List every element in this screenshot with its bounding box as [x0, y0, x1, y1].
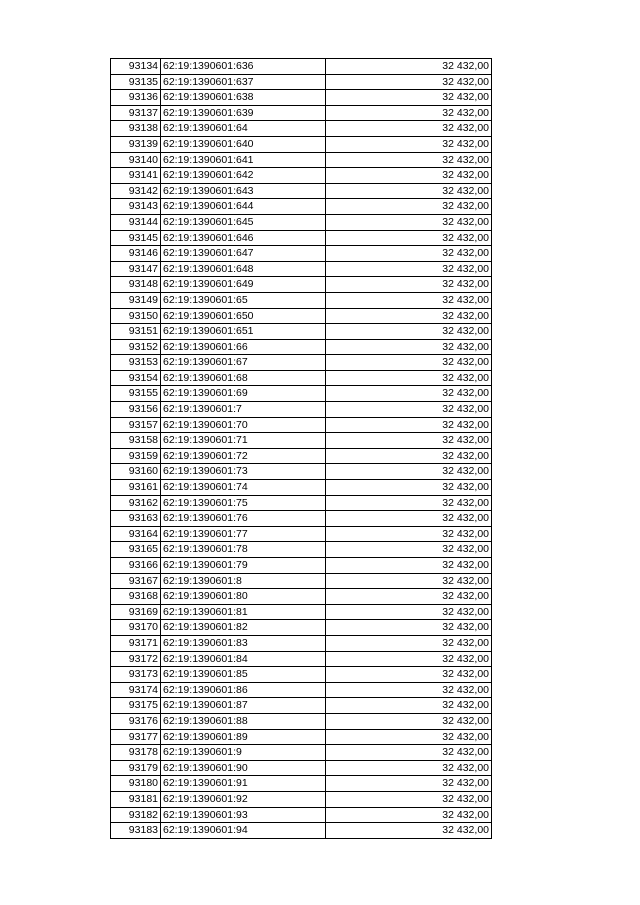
cadastral-number-cell: 62:19:1390601:70 — [161, 417, 326, 433]
value-cell: 32 432,00 — [326, 292, 492, 308]
value-cell: 32 432,00 — [326, 807, 492, 823]
row-number-cell: 93162 — [111, 495, 161, 511]
table-row — [111, 183, 492, 199]
table-row — [111, 261, 492, 277]
value-cell: 32 432,00 — [326, 682, 492, 698]
table-row — [111, 168, 492, 184]
value-cell: 32 432,00 — [326, 713, 492, 729]
row-number-cell: 93142 — [111, 183, 161, 199]
table-row — [111, 511, 492, 527]
value-cell: 32 432,00 — [326, 402, 492, 418]
row-number-cell: 93174 — [111, 682, 161, 698]
cadastral-number-cell: 62:19:1390601:651 — [161, 324, 326, 340]
data-table — [110, 58, 492, 839]
table-row — [111, 620, 492, 636]
table-row — [111, 448, 492, 464]
row-number-cell: 93166 — [111, 558, 161, 574]
table-row — [111, 136, 492, 152]
value-cell: 32 432,00 — [326, 823, 492, 839]
value-cell: 32 432,00 — [326, 791, 492, 807]
cadastral-number-cell: 62:19:1390601:93 — [161, 807, 326, 823]
table-row — [111, 776, 492, 792]
cadastral-number-cell: 62:19:1390601:92 — [161, 791, 326, 807]
cadastral-number-cell: 62:19:1390601:69 — [161, 386, 326, 402]
cadastral-number-cell: 62:19:1390601:84 — [161, 651, 326, 667]
cadastral-number-cell: 62:19:1390601:74 — [161, 480, 326, 496]
value-cell: 32 432,00 — [326, 386, 492, 402]
cadastral-number-cell: 62:19:1390601:89 — [161, 729, 326, 745]
row-number-cell: 93152 — [111, 339, 161, 355]
table-row — [111, 464, 492, 480]
row-number-cell: 93178 — [111, 745, 161, 761]
value-cell: 32 432,00 — [326, 277, 492, 293]
value-cell: 32 432,00 — [326, 214, 492, 230]
row-number-cell: 93160 — [111, 464, 161, 480]
row-number-cell: 93167 — [111, 573, 161, 589]
value-cell: 32 432,00 — [326, 667, 492, 683]
cadastral-number-cell: 62:19:1390601:647 — [161, 246, 326, 262]
row-number-cell: 93138 — [111, 121, 161, 137]
table-row — [111, 604, 492, 620]
value-cell: 32 432,00 — [326, 651, 492, 667]
row-number-cell: 93151 — [111, 324, 161, 340]
cadastral-number-cell: 62:19:1390601:639 — [161, 105, 326, 121]
table-row — [111, 635, 492, 651]
cadastral-number-cell: 62:19:1390601:86 — [161, 682, 326, 698]
row-number-cell: 93172 — [111, 651, 161, 667]
table-row — [111, 713, 492, 729]
row-number-cell: 93149 — [111, 292, 161, 308]
value-cell: 32 432,00 — [326, 308, 492, 324]
value-cell: 32 432,00 — [326, 74, 492, 90]
value-cell: 32 432,00 — [326, 480, 492, 496]
row-number-cell: 93169 — [111, 604, 161, 620]
cadastral-number-cell: 62:19:1390601:85 — [161, 667, 326, 683]
table-row — [111, 542, 492, 558]
cadastral-number-cell: 62:19:1390601:637 — [161, 74, 326, 90]
table-row — [111, 90, 492, 106]
value-cell: 32 432,00 — [326, 698, 492, 714]
value-cell: 32 432,00 — [326, 59, 492, 75]
cadastral-number-cell: 62:19:1390601:65 — [161, 292, 326, 308]
table-row — [111, 355, 492, 371]
cadastral-number-cell: 62:19:1390601:71 — [161, 433, 326, 449]
row-number-cell: 93136 — [111, 90, 161, 106]
row-number-cell: 93175 — [111, 698, 161, 714]
table-row — [111, 59, 492, 75]
table-row — [111, 558, 492, 574]
value-cell: 32 432,00 — [326, 760, 492, 776]
cadastral-number-cell: 62:19:1390601:645 — [161, 214, 326, 230]
table-row — [111, 433, 492, 449]
cadastral-number-cell: 62:19:1390601:8 — [161, 573, 326, 589]
value-cell: 32 432,00 — [326, 261, 492, 277]
table-row — [111, 308, 492, 324]
value-cell: 32 432,00 — [326, 183, 492, 199]
table-row — [111, 526, 492, 542]
row-number-cell: 93135 — [111, 74, 161, 90]
cadastral-number-cell: 62:19:1390601:9 — [161, 745, 326, 761]
table-row — [111, 791, 492, 807]
row-number-cell: 93168 — [111, 589, 161, 605]
table-row — [111, 339, 492, 355]
table-row — [111, 417, 492, 433]
row-number-cell: 93182 — [111, 807, 161, 823]
row-number-cell: 93161 — [111, 480, 161, 496]
value-cell: 32 432,00 — [326, 495, 492, 511]
row-number-cell: 93173 — [111, 667, 161, 683]
cadastral-number-cell: 62:19:1390601:67 — [161, 355, 326, 371]
value-cell: 32 432,00 — [326, 526, 492, 542]
table-row — [111, 823, 492, 839]
cadastral-number-cell: 62:19:1390601:642 — [161, 168, 326, 184]
value-cell: 32 432,00 — [326, 745, 492, 761]
table-row — [111, 230, 492, 246]
row-number-cell: 93143 — [111, 199, 161, 215]
cadastral-number-cell: 62:19:1390601:78 — [161, 542, 326, 558]
table-row — [111, 760, 492, 776]
row-number-cell: 93150 — [111, 308, 161, 324]
value-cell: 32 432,00 — [326, 105, 492, 121]
cadastral-number-cell: 62:19:1390601:88 — [161, 713, 326, 729]
cadastral-number-cell: 62:19:1390601:73 — [161, 464, 326, 480]
row-number-cell: 93146 — [111, 246, 161, 262]
value-cell: 32 432,00 — [326, 417, 492, 433]
table-row — [111, 152, 492, 168]
row-number-cell: 93180 — [111, 776, 161, 792]
table-row — [111, 105, 492, 121]
cadastral-number-cell: 62:19:1390601:7 — [161, 402, 326, 418]
cadastral-number-cell: 62:19:1390601:94 — [161, 823, 326, 839]
row-number-cell: 93148 — [111, 277, 161, 293]
row-number-cell: 93147 — [111, 261, 161, 277]
row-number-cell: 93141 — [111, 168, 161, 184]
cadastral-number-cell: 62:19:1390601:66 — [161, 339, 326, 355]
cadastral-number-cell: 62:19:1390601:644 — [161, 199, 326, 215]
cadastral-number-cell: 62:19:1390601:640 — [161, 136, 326, 152]
cadastral-number-cell: 62:19:1390601:643 — [161, 183, 326, 199]
value-cell: 32 432,00 — [326, 573, 492, 589]
row-number-cell: 93177 — [111, 729, 161, 745]
table-row — [111, 807, 492, 823]
table-row — [111, 214, 492, 230]
row-number-cell: 93137 — [111, 105, 161, 121]
value-cell: 32 432,00 — [326, 776, 492, 792]
cadastral-number-cell: 62:19:1390601:80 — [161, 589, 326, 605]
value-cell: 32 432,00 — [326, 168, 492, 184]
table-row — [111, 246, 492, 262]
row-number-cell: 93145 — [111, 230, 161, 246]
row-number-cell: 93171 — [111, 635, 161, 651]
row-number-cell: 93165 — [111, 542, 161, 558]
row-number-cell: 93176 — [111, 713, 161, 729]
value-cell: 32 432,00 — [326, 620, 492, 636]
table-row — [111, 324, 492, 340]
value-cell: 32 432,00 — [326, 635, 492, 651]
cadastral-number-cell: 62:19:1390601:641 — [161, 152, 326, 168]
cadastral-number-cell: 62:19:1390601:646 — [161, 230, 326, 246]
table-row — [111, 370, 492, 386]
value-cell: 32 432,00 — [326, 604, 492, 620]
row-number-cell: 93140 — [111, 152, 161, 168]
cadastral-number-cell: 62:19:1390601:90 — [161, 760, 326, 776]
value-cell: 32 432,00 — [326, 90, 492, 106]
row-number-cell: 93170 — [111, 620, 161, 636]
value-cell: 32 432,00 — [326, 246, 492, 262]
table-row — [111, 480, 492, 496]
value-cell: 32 432,00 — [326, 542, 492, 558]
cadastral-number-cell: 62:19:1390601:648 — [161, 261, 326, 277]
value-cell: 32 432,00 — [326, 152, 492, 168]
value-cell: 32 432,00 — [326, 199, 492, 215]
row-number-cell: 93139 — [111, 136, 161, 152]
table-row — [111, 729, 492, 745]
table-row — [111, 386, 492, 402]
row-number-cell: 93154 — [111, 370, 161, 386]
cadastral-number-cell: 62:19:1390601:64 — [161, 121, 326, 137]
row-number-cell: 93144 — [111, 214, 161, 230]
table-row — [111, 651, 492, 667]
row-number-cell: 93158 — [111, 433, 161, 449]
table-row — [111, 589, 492, 605]
value-cell: 32 432,00 — [326, 370, 492, 386]
table-row — [111, 402, 492, 418]
row-number-cell: 93164 — [111, 526, 161, 542]
table-row — [111, 698, 492, 714]
value-cell: 32 432,00 — [326, 511, 492, 527]
value-cell: 32 432,00 — [326, 558, 492, 574]
cadastral-number-cell: 62:19:1390601:75 — [161, 495, 326, 511]
cadastral-number-cell: 62:19:1390601:91 — [161, 776, 326, 792]
table-body — [111, 59, 492, 839]
value-cell: 32 432,00 — [326, 339, 492, 355]
cadastral-number-cell: 62:19:1390601:82 — [161, 620, 326, 636]
cadastral-number-cell: 62:19:1390601:650 — [161, 308, 326, 324]
value-cell: 32 432,00 — [326, 136, 492, 152]
cadastral-number-cell: 62:19:1390601:68 — [161, 370, 326, 386]
table-row — [111, 292, 492, 308]
cadastral-number-cell: 62:19:1390601:77 — [161, 526, 326, 542]
row-number-cell: 93134 — [111, 59, 161, 75]
cadastral-number-cell: 62:19:1390601:81 — [161, 604, 326, 620]
value-cell: 32 432,00 — [326, 729, 492, 745]
value-cell: 32 432,00 — [326, 355, 492, 371]
value-cell: 32 432,00 — [326, 589, 492, 605]
row-number-cell: 93153 — [111, 355, 161, 371]
table-row — [111, 682, 492, 698]
row-number-cell: 93181 — [111, 791, 161, 807]
cadastral-number-cell: 62:19:1390601:83 — [161, 635, 326, 651]
table-row — [111, 495, 492, 511]
row-number-cell: 93179 — [111, 760, 161, 776]
table-row — [111, 667, 492, 683]
value-cell: 32 432,00 — [326, 448, 492, 464]
row-number-cell: 93183 — [111, 823, 161, 839]
row-number-cell: 93163 — [111, 511, 161, 527]
table-row — [111, 277, 492, 293]
cadastral-number-cell: 62:19:1390601:638 — [161, 90, 326, 106]
value-cell: 32 432,00 — [326, 324, 492, 340]
row-number-cell: 93159 — [111, 448, 161, 464]
table-row — [111, 121, 492, 137]
row-number-cell: 93155 — [111, 386, 161, 402]
table-row — [111, 74, 492, 90]
table-row — [111, 745, 492, 761]
cadastral-number-cell: 62:19:1390601:636 — [161, 59, 326, 75]
cadastral-number-cell: 62:19:1390601:87 — [161, 698, 326, 714]
cadastral-number-cell: 62:19:1390601:72 — [161, 448, 326, 464]
cadastral-number-cell: 62:19:1390601:649 — [161, 277, 326, 293]
table-row — [111, 573, 492, 589]
value-cell: 32 432,00 — [326, 464, 492, 480]
row-number-cell: 93156 — [111, 402, 161, 418]
value-cell: 32 432,00 — [326, 121, 492, 137]
cadastral-number-cell: 62:19:1390601:76 — [161, 511, 326, 527]
cadastral-number-cell: 62:19:1390601:79 — [161, 558, 326, 574]
value-cell: 32 432,00 — [326, 230, 492, 246]
value-cell: 32 432,00 — [326, 433, 492, 449]
row-number-cell: 93157 — [111, 417, 161, 433]
table-row — [111, 199, 492, 215]
